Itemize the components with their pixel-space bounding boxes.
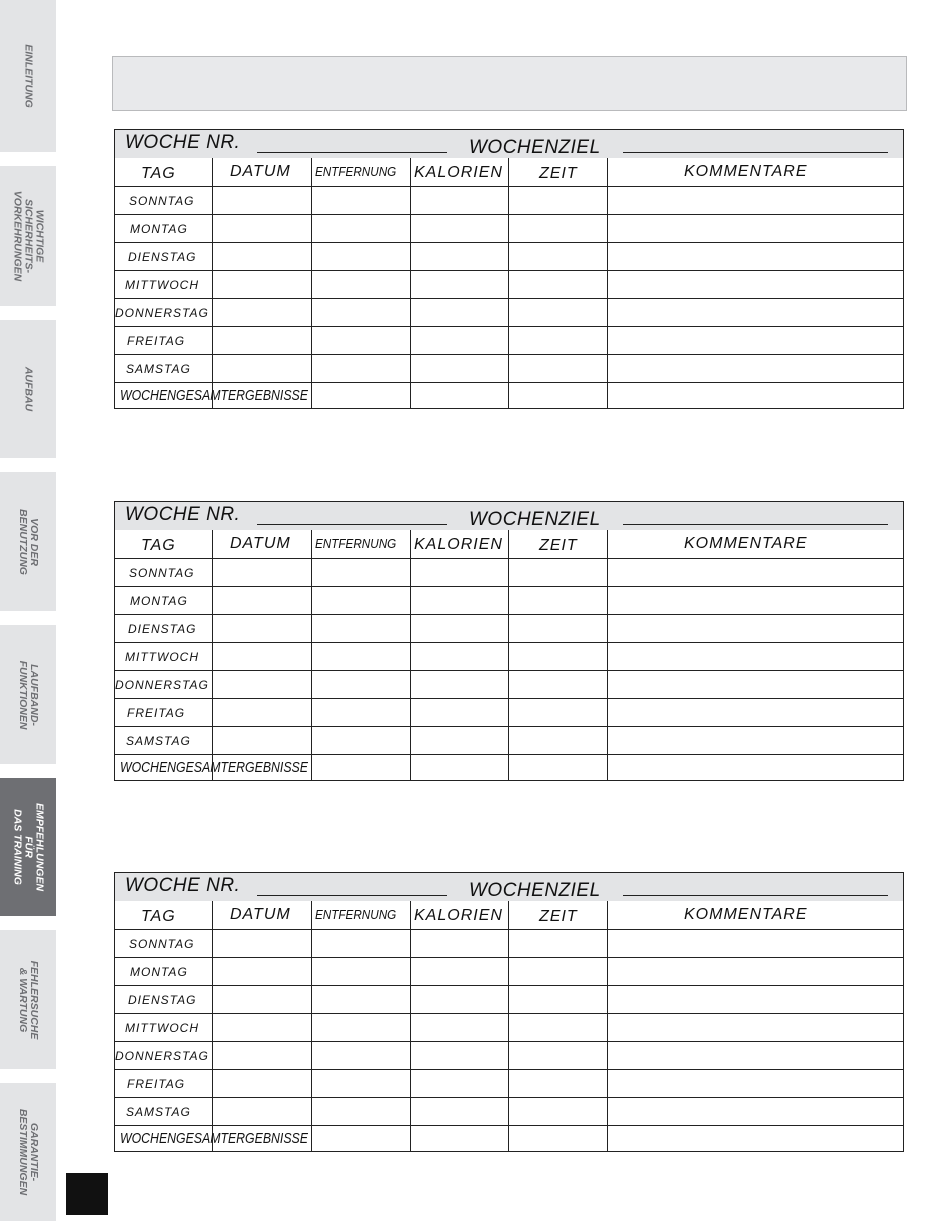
side-tab-aufbau[interactable]	[0, 320, 56, 458]
day-row	[115, 1013, 903, 1042]
week-number-field[interactable]	[257, 524, 447, 525]
day-label: DIENSTAG	[128, 993, 197, 1007]
col-header-calories: KALORIEN	[414, 907, 503, 924]
side-tab-einleitung[interactable]	[0, 0, 56, 152]
day-row	[115, 298, 903, 327]
weekly-total-label: WOCHENGESAMTERGEBNISSE	[120, 1130, 308, 1147]
day-row	[115, 985, 903, 1014]
week-number-field[interactable]	[257, 152, 447, 153]
col-header-day: TAG	[141, 165, 176, 182]
col-header-calories: KALORIEN	[414, 164, 503, 181]
col-header-calories: KALORIEN	[414, 536, 503, 553]
column-divider	[212, 530, 213, 780]
side-tab-fehlersuche[interactable]	[0, 930, 56, 1069]
day-row	[115, 957, 903, 986]
side-tab-vor-der-benutzung[interactable]	[0, 472, 56, 611]
day-label: FREITAG	[127, 1077, 186, 1091]
day-row	[115, 214, 903, 243]
col-header-comments: KOMMENTARE	[684, 163, 808, 180]
day-label: MONTAG	[130, 594, 188, 608]
page-number-box	[66, 1173, 108, 1215]
side-tab-sicherheit[interactable]	[0, 166, 56, 306]
day-row	[115, 586, 903, 615]
log-header	[115, 502, 903, 530]
column-divider	[311, 530, 312, 780]
weekly-goal-label: WOCHENZIEL	[469, 137, 601, 158]
column-divider	[607, 530, 608, 780]
column-divider	[410, 530, 411, 780]
day-label: SAMSTAG	[126, 734, 191, 748]
day-row	[115, 270, 903, 299]
day-label: DIENSTAG	[128, 622, 197, 636]
weekly-goal-field[interactable]	[623, 524, 888, 525]
side-tab-label: LAUFBAND- FUNKTIONEN	[17, 660, 40, 729]
day-label: SAMSTAG	[126, 1105, 191, 1119]
column-divider	[410, 901, 411, 1151]
col-header-time: ZEIT	[539, 165, 578, 182]
col-header-distance: ENTFERNUNG	[315, 536, 397, 551]
day-label: MITTWOCH	[125, 1021, 199, 1035]
day-label: FREITAG	[127, 334, 186, 348]
log-grid	[115, 158, 903, 408]
col-header-day: TAG	[141, 537, 176, 554]
side-tab-empfehlungen[interactable]	[0, 778, 56, 916]
log-grid	[115, 901, 903, 1151]
day-row	[115, 558, 903, 587]
column-divider	[212, 158, 213, 408]
day-row	[115, 354, 903, 383]
day-label: MONTAG	[130, 965, 188, 979]
day-row	[115, 726, 903, 755]
day-row	[115, 614, 903, 643]
log-header	[115, 873, 903, 901]
side-tab-label: WICHTIGE SICHERHEITS- VORKEHRUNGEN	[11, 190, 46, 282]
col-header-time: ZEIT	[539, 908, 578, 925]
col-header-day: TAG	[141, 908, 176, 925]
day-label: SAMSTAG	[126, 362, 191, 376]
day-row	[115, 698, 903, 727]
day-label: MITTWOCH	[125, 278, 199, 292]
day-label: SONNTAG	[129, 937, 195, 951]
side-tab-label: EINLEITUNG	[22, 44, 35, 108]
weekly-goal-label: WOCHENZIEL	[469, 880, 601, 901]
weekly-total-label: WOCHENGESAMTERGEBNISSE	[120, 759, 308, 776]
day-row	[115, 1097, 903, 1126]
day-row	[115, 326, 903, 355]
day-row	[115, 186, 903, 215]
day-row	[115, 670, 903, 699]
day-label: MONTAG	[130, 222, 188, 236]
day-row	[115, 642, 903, 671]
side-tab-label: EMPFEHLUNGEN FÜR DAS TRAINING	[11, 802, 46, 892]
column-divider	[607, 158, 608, 408]
weekly-total-label: WOCHENGESAMTERGEBNISSE	[120, 387, 308, 404]
col-header-comments: KOMMENTARE	[684, 535, 808, 552]
weekly-log	[114, 501, 904, 781]
column-divider	[212, 901, 213, 1151]
column-divider	[508, 901, 509, 1151]
week-number-label: WOCHE NR.	[125, 504, 241, 525]
weekly-goal-field[interactable]	[623, 895, 888, 896]
column-divider	[410, 158, 411, 408]
side-tab-laufband-funktionen[interactable]	[0, 625, 56, 764]
side-tab-label: FEHLERSUCHE & WARTUNG	[17, 960, 40, 1039]
day-label: DONNERSTAG	[115, 678, 209, 692]
weekly-goal-label: WOCHENZIEL	[469, 509, 601, 530]
day-label: DONNERSTAG	[115, 306, 209, 320]
column-divider	[311, 158, 312, 408]
col-header-distance: ENTFERNUNG	[315, 907, 397, 922]
side-tab-label: VOR DER BENUTZUNG	[17, 508, 40, 575]
log-header	[115, 130, 903, 158]
side-tab-label: AUFBAU	[22, 366, 35, 412]
header-banner	[112, 56, 907, 111]
day-label: FREITAG	[127, 706, 186, 720]
day-label: MITTWOCH	[125, 650, 199, 664]
col-header-distance: ENTFERNUNG	[315, 164, 397, 179]
side-tab-garantie[interactable]	[0, 1083, 56, 1221]
column-divider	[508, 530, 509, 780]
week-number-label: WOCHE NR.	[125, 875, 241, 896]
week-number-field[interactable]	[257, 895, 447, 896]
day-label: SONNTAG	[129, 566, 195, 580]
day-row	[115, 1041, 903, 1070]
col-header-date: DATUM	[230, 535, 291, 552]
day-label: SONNTAG	[129, 194, 195, 208]
weekly-log	[114, 129, 904, 409]
log-grid	[115, 530, 903, 780]
weekly-goal-field[interactable]	[623, 152, 888, 153]
day-row	[115, 929, 903, 958]
col-header-date: DATUM	[230, 163, 291, 180]
col-header-date: DATUM	[230, 906, 291, 923]
side-tab-label: GARANTIE- BESTIMMUNGEN	[17, 1108, 40, 1196]
day-row	[115, 1069, 903, 1098]
col-header-time: ZEIT	[539, 537, 578, 554]
column-divider	[311, 901, 312, 1151]
weekly-log	[114, 872, 904, 1152]
day-label: DIENSTAG	[128, 250, 197, 264]
column-divider	[607, 901, 608, 1151]
column-divider	[508, 158, 509, 408]
day-label: DONNERSTAG	[115, 1049, 209, 1063]
col-header-comments: KOMMENTARE	[684, 906, 808, 923]
week-number-label: WOCHE NR.	[125, 132, 241, 153]
day-row	[115, 242, 903, 271]
